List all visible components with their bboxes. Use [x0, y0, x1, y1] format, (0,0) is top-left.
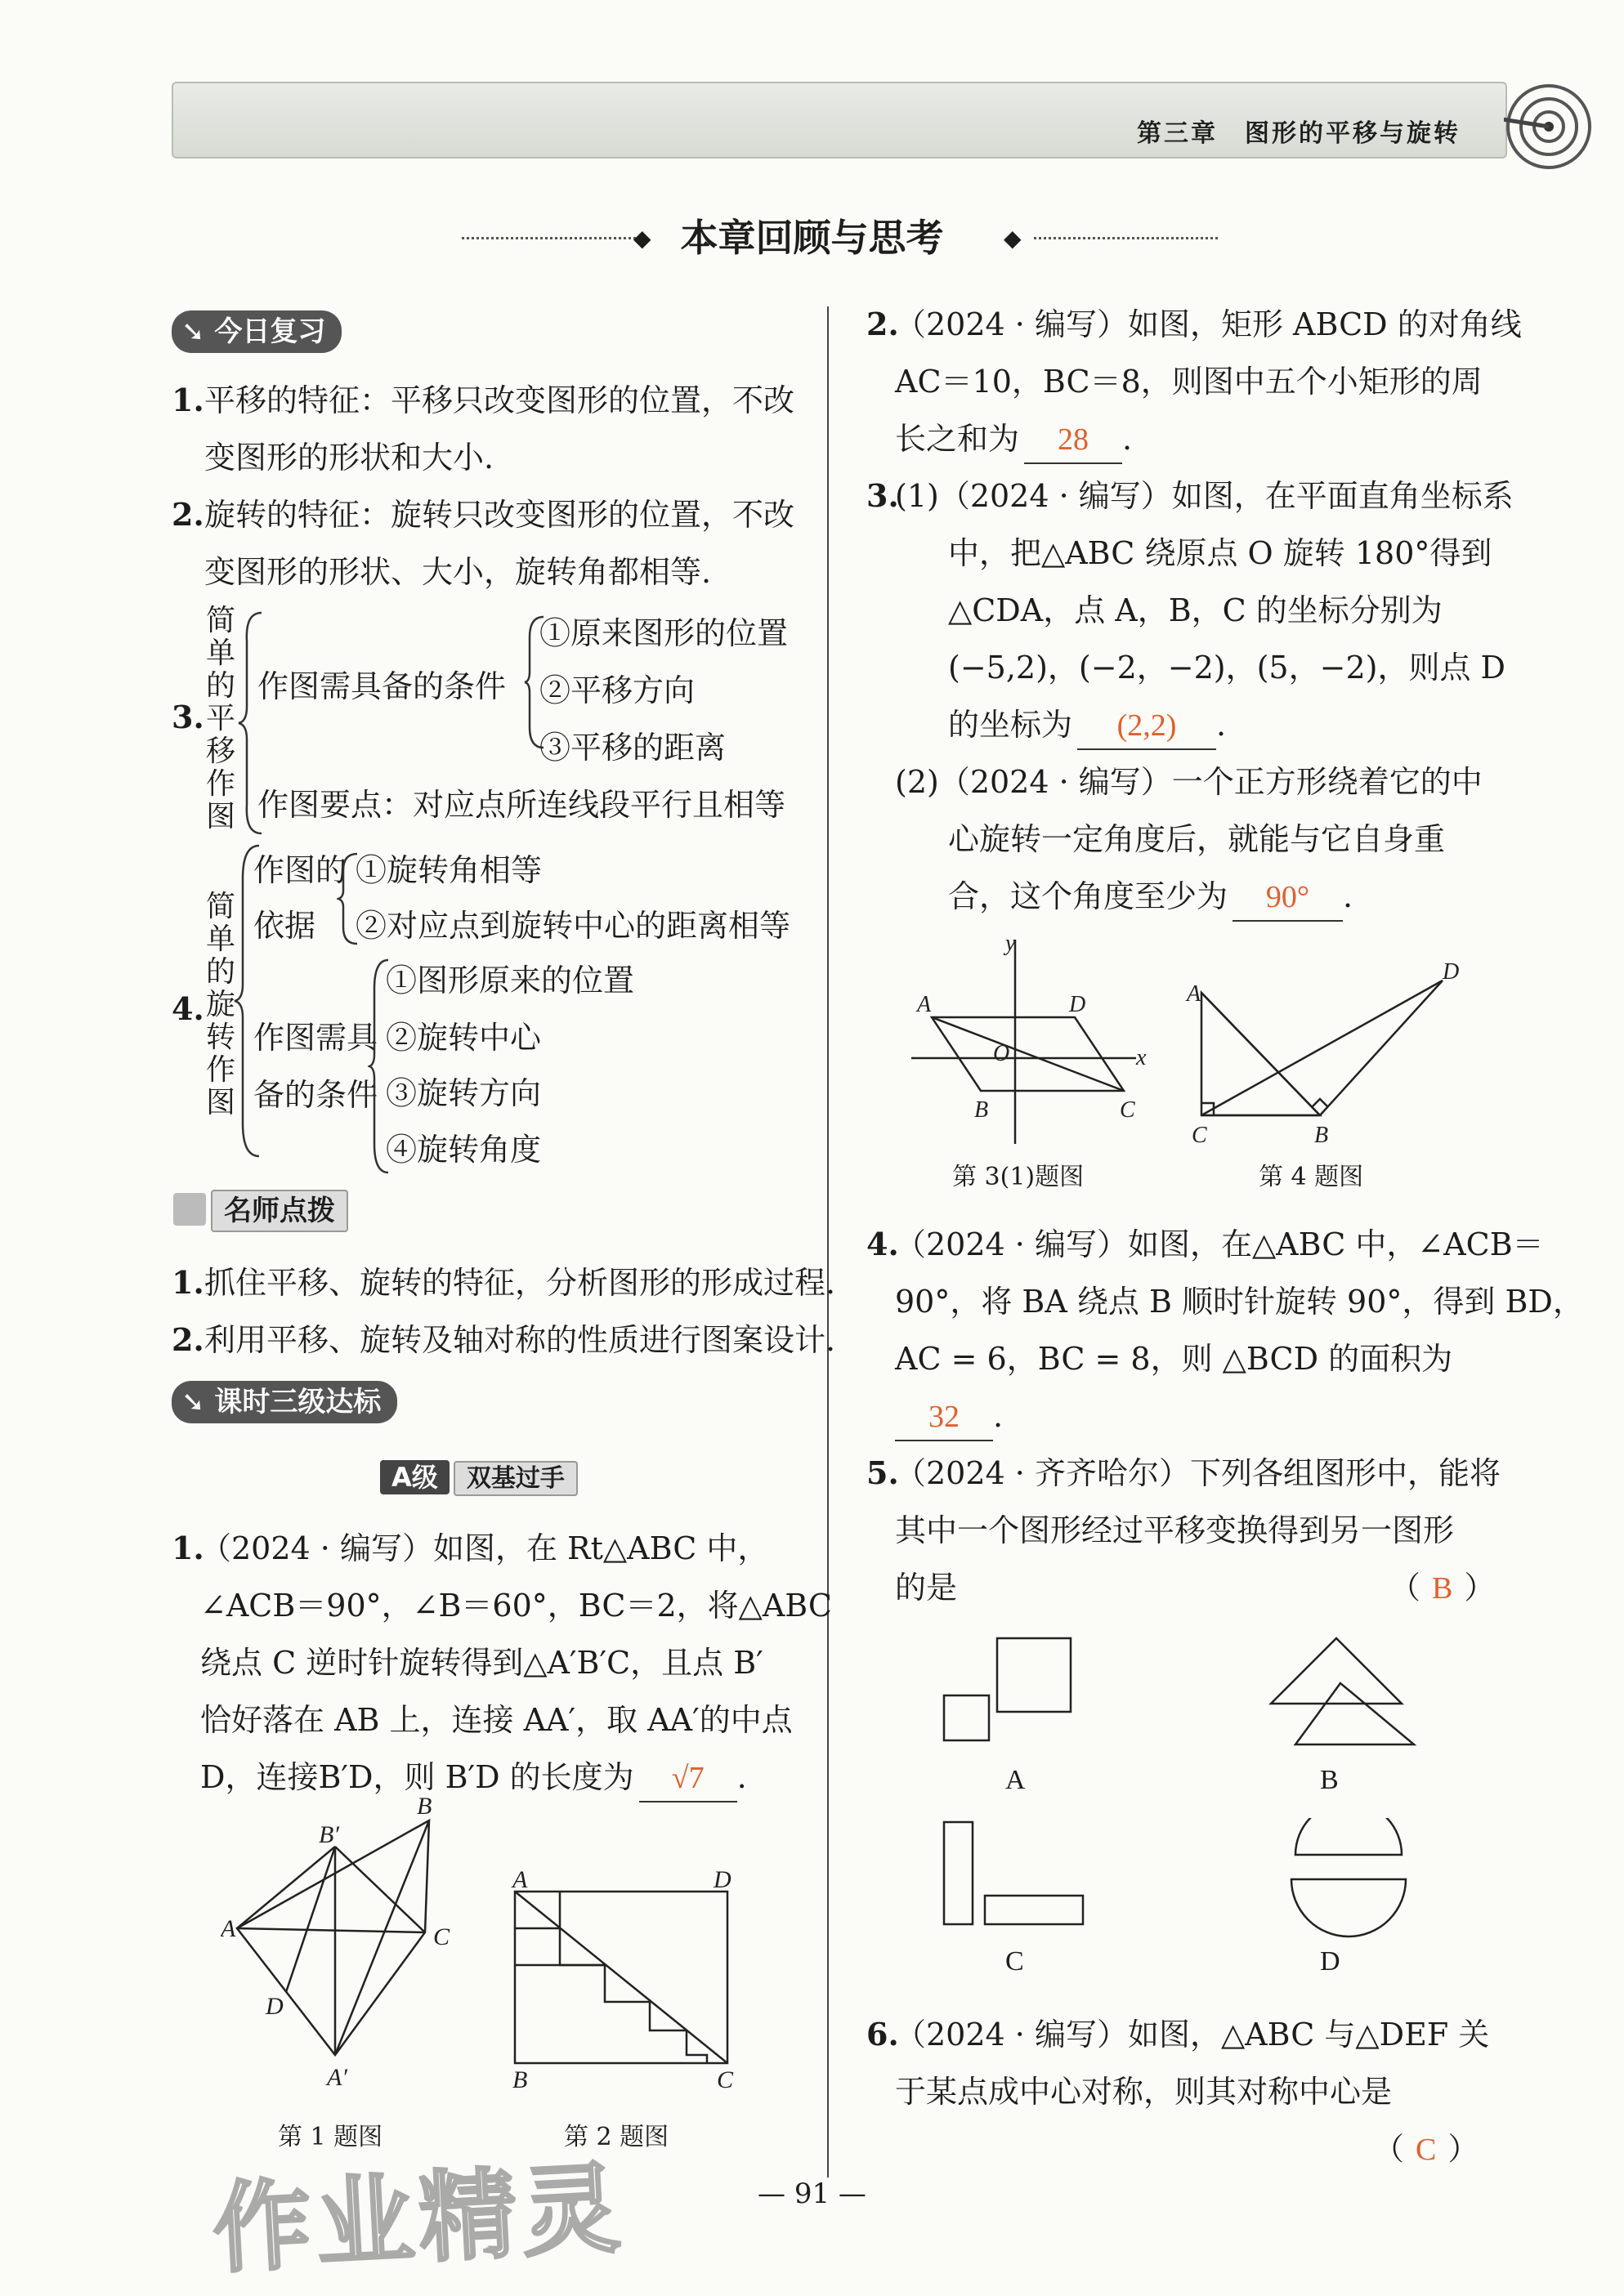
section-practice: ➘ 课时三级达标 — [172, 1381, 397, 1423]
q5-option-c: C — [1005, 1946, 1024, 1977]
watermark: 作业精灵 — [210, 2151, 628, 2288]
review-item2-num: 2. — [172, 496, 204, 533]
q3-p2-line2: 心旋转一定角度后，就能与它自身重 — [948, 821, 1446, 857]
q5-option-b: B — [1320, 1765, 1339, 1795]
review-item3-key: 作图要点：对应点所连线段平行且相等 — [257, 787, 786, 823]
review-item4-c1: ①图形原来的位置 — [386, 963, 635, 998]
q3-p1-line1: (1)（2024 · 编写）如图，在平面直角坐标系 — [895, 478, 1514, 514]
review-item1-num: 1. — [172, 382, 204, 418]
q5-option-d-figure — [1279, 1818, 1418, 1941]
q3-label-b: B — [974, 1097, 989, 1123]
q1-label-bp: B′ — [319, 1821, 339, 1848]
q2-label-b: B — [512, 2066, 528, 2092]
tip1-num: 1. — [172, 1264, 204, 1301]
q4-label-b: B — [1314, 1123, 1329, 1148]
q4-line2: 90°，将 BA 绕点 B 顺时针旋转 90°，得到 BD， — [895, 1284, 1584, 1320]
q1-line4: 恰好落在 AB 上，连接 AA′，取 AA′的中点 — [200, 1702, 793, 1738]
q5-option-c-figure — [932, 1818, 1095, 1941]
review-item4-cond1: 作图需具 — [253, 1020, 378, 1056]
q5-option-a-figure — [932, 1634, 1087, 1757]
target-icon — [1504, 82, 1594, 172]
q3-num: 3. — [866, 477, 899, 514]
q3-p2-line1: (2)（2024 · 编写）一个正方形绕着它的中 — [895, 764, 1483, 800]
q1-caption: 第 1 题图 — [278, 2123, 383, 2151]
q3-label-x: x — [1136, 1045, 1147, 1070]
q6-num: 6. — [866, 2016, 899, 2053]
tip2-num: 2. — [172, 1321, 204, 1358]
q1-label-d: D — [266, 1993, 284, 2020]
q5-answer: B — [1432, 1571, 1453, 1606]
q4-line1: （2024 · 编写）如图，在△ABC 中，∠ACB＝ — [895, 1226, 1544, 1262]
review-item4-b2: ②对应点到旋转中心的距离相等 — [356, 908, 791, 944]
q3-p1-line5: 的坐标为 (2,2) . — [948, 696, 1226, 753]
q1-line1: （2024 · 编写）如图，在 Rt△ABC 中， — [200, 1530, 769, 1566]
diamond-right-icon: ◆ — [1004, 225, 1022, 252]
tip1-text: 抓住平移、旋转的特征，分析图形的形成过程. — [204, 1265, 836, 1301]
q1-line2: ∠ACB＝90°，∠B＝60°，BC＝2，将△ABC — [200, 1588, 833, 1624]
q5-answer-box: （ B ） — [1389, 1570, 1496, 1606]
review-item3-cond: 作图需具备的条件 — [257, 668, 507, 704]
q2-line3: 长之和为 28 . — [895, 410, 1132, 467]
review-item4-cond2: 备的条件 — [253, 1077, 378, 1113]
q5-option-b-figure — [1263, 1634, 1426, 1757]
page-number: — 91 — — [758, 2178, 866, 2210]
q1-label-c: C — [433, 1923, 450, 1950]
q4-label-a: A — [1187, 981, 1201, 1007]
review-item4-c4: ④旋转角度 — [386, 1132, 542, 1168]
q5-line2: 其中一个图形经过平移变换得到另一图形 — [895, 1512, 1455, 1548]
q3-figure — [899, 927, 1169, 1148]
lock-icon — [173, 1193, 206, 1226]
tip2-text: 利用平移、旋转及轴对称的性质进行图案设计. — [204, 1322, 836, 1358]
q2-figure — [503, 1871, 748, 2092]
page-title: 本章回顾与思考 — [680, 216, 944, 260]
q2-label-a: A — [512, 1871, 528, 1893]
q1-label-a: A — [221, 1915, 236, 1942]
review-item4-basis2: 依据 — [253, 908, 316, 944]
q1-num: 1. — [172, 1530, 204, 1566]
q4-caption: 第 4 题图 — [1259, 1163, 1364, 1191]
q4-label-c: C — [1192, 1123, 1207, 1148]
q3-p2-answer: 90° — [1233, 874, 1343, 922]
q1-line5: D，连接B′D，则 B′D 的长度为 √7 . — [200, 1749, 747, 1806]
q3-label-y: y — [1005, 931, 1016, 956]
q3-p1-answer: (2,2) — [1077, 703, 1216, 750]
section-tips: 名师点拨 — [211, 1190, 348, 1232]
grade-a-name: 双基过手 — [454, 1461, 578, 1496]
q2-answer: 28 — [1024, 417, 1122, 464]
q5-option-d: D — [1320, 1946, 1340, 1977]
q2-line1: （2024 · 编写）如图，矩形 ABCD 的对角线 — [895, 306, 1522, 342]
column-divider — [827, 306, 829, 2178]
q6-line2: 于某点成中心对称，则其对称中心是 — [895, 2074, 1393, 2110]
q1-line3: 绕点 C 逆时针旋转得到△A′B′C，且点 B′ — [200, 1645, 763, 1681]
check-icon: ➘ — [181, 315, 205, 348]
q5-num: 5. — [866, 1454, 899, 1491]
review-item3-c3: ③平移的距离 — [539, 730, 727, 766]
q5-option-a: A — [1005, 1765, 1026, 1795]
q3-label-o: O — [993, 1041, 1010, 1066]
review-item1-line1: 平移的特征：平移只改变图形的位置，不改 — [204, 382, 795, 418]
q1-label-b: B — [417, 1798, 432, 1820]
q4-num: 4. — [866, 1226, 899, 1262]
section-review: ➘ 今日复习 — [172, 310, 342, 353]
review-item4-basis1: 作图的 — [253, 852, 347, 888]
q1-label-ap: A′ — [327, 2064, 347, 2091]
grade-a-label: A级 — [380, 1460, 450, 1494]
q3-p1-line4: (−5,2)，(−2，−2)，(5，−2)，则点 D — [948, 650, 1505, 686]
review-item4-b1: ①旋转角相等 — [356, 852, 543, 888]
q4-line3: AC = 6，BC = 8，则 △BCD 的面积为 — [895, 1341, 1453, 1377]
chapter-header: 第三章 图形的平移与旋转 — [1137, 119, 1461, 148]
q1-figure — [221, 1798, 499, 2124]
grade-a-badge — [380, 1458, 578, 1497]
q3-p2-line3: 合，这个角度至少为 90° . — [948, 868, 1353, 925]
review-item4-c2: ②旋转中心 — [386, 1020, 542, 1056]
q5-line3: 的是 — [895, 1570, 958, 1606]
review-item3-c1: ①原来图形的位置 — [539, 615, 789, 651]
review-item2-line1: 旋转的特征：旋转只改变图形的位置，不改 — [204, 497, 795, 533]
q2-num: 2. — [866, 306, 899, 342]
q4-answer: 32 — [895, 1394, 993, 1441]
q3-caption: 第 3(1)题图 — [952, 1163, 1085, 1191]
q3-label-a: A — [917, 992, 932, 1017]
review-item3-c2: ②平移方向 — [539, 672, 696, 708]
diamond-left-icon: ◆ — [633, 225, 651, 252]
review-item1-line2: 变图形的形状和大小. — [204, 440, 494, 476]
q2-line2: AC＝10，BC＝8，则图中五个小矩形的周 — [895, 364, 1483, 400]
q6-answer-box: （ C ） — [1373, 2131, 1479, 2167]
q2-label-d: D — [714, 1871, 731, 1893]
q2-label-c: C — [717, 2066, 734, 2092]
q3-p1-line2: 中，把△ABC 绕原点 O 旋转 180°得到 — [948, 535, 1492, 571]
q3-p1-line3: △CDA，点 A，B，C 的坐标分别为 — [948, 592, 1443, 628]
q4-line4: 32 . — [895, 1387, 1003, 1445]
review-item4-num: 4. — [172, 990, 204, 1027]
q4-figure — [1169, 956, 1471, 1152]
review-item2-line2: 变图形的形状、大小，旋转角都相等. — [204, 554, 712, 590]
check-icon: ➘ — [181, 1386, 205, 1418]
q2-caption: 第 2 题图 — [564, 2123, 669, 2151]
review-item4-c3: ③旋转方向 — [386, 1075, 542, 1111]
review-item3-num: 3. — [172, 699, 204, 735]
q4-label-d: D — [1443, 959, 1460, 985]
q6-line1: （2024 · 编写）如图，△ABC 与△DEF 关 — [895, 2017, 1490, 2053]
review-item4-title: 简单的旋转作图 — [205, 890, 235, 1119]
title-rule-right — [1034, 237, 1218, 239]
q6-answer: C — [1416, 2133, 1437, 2167]
review-item3-title: 简单的平移作图 — [205, 604, 235, 833]
q1-answer: √7 — [639, 1755, 737, 1802]
q5-line1: （2024 · 齐齐哈尔）下列各组图形中，能将 — [895, 1455, 1501, 1491]
q3-label-c: C — [1120, 1097, 1135, 1123]
q3-label-d: D — [1069, 992, 1086, 1017]
